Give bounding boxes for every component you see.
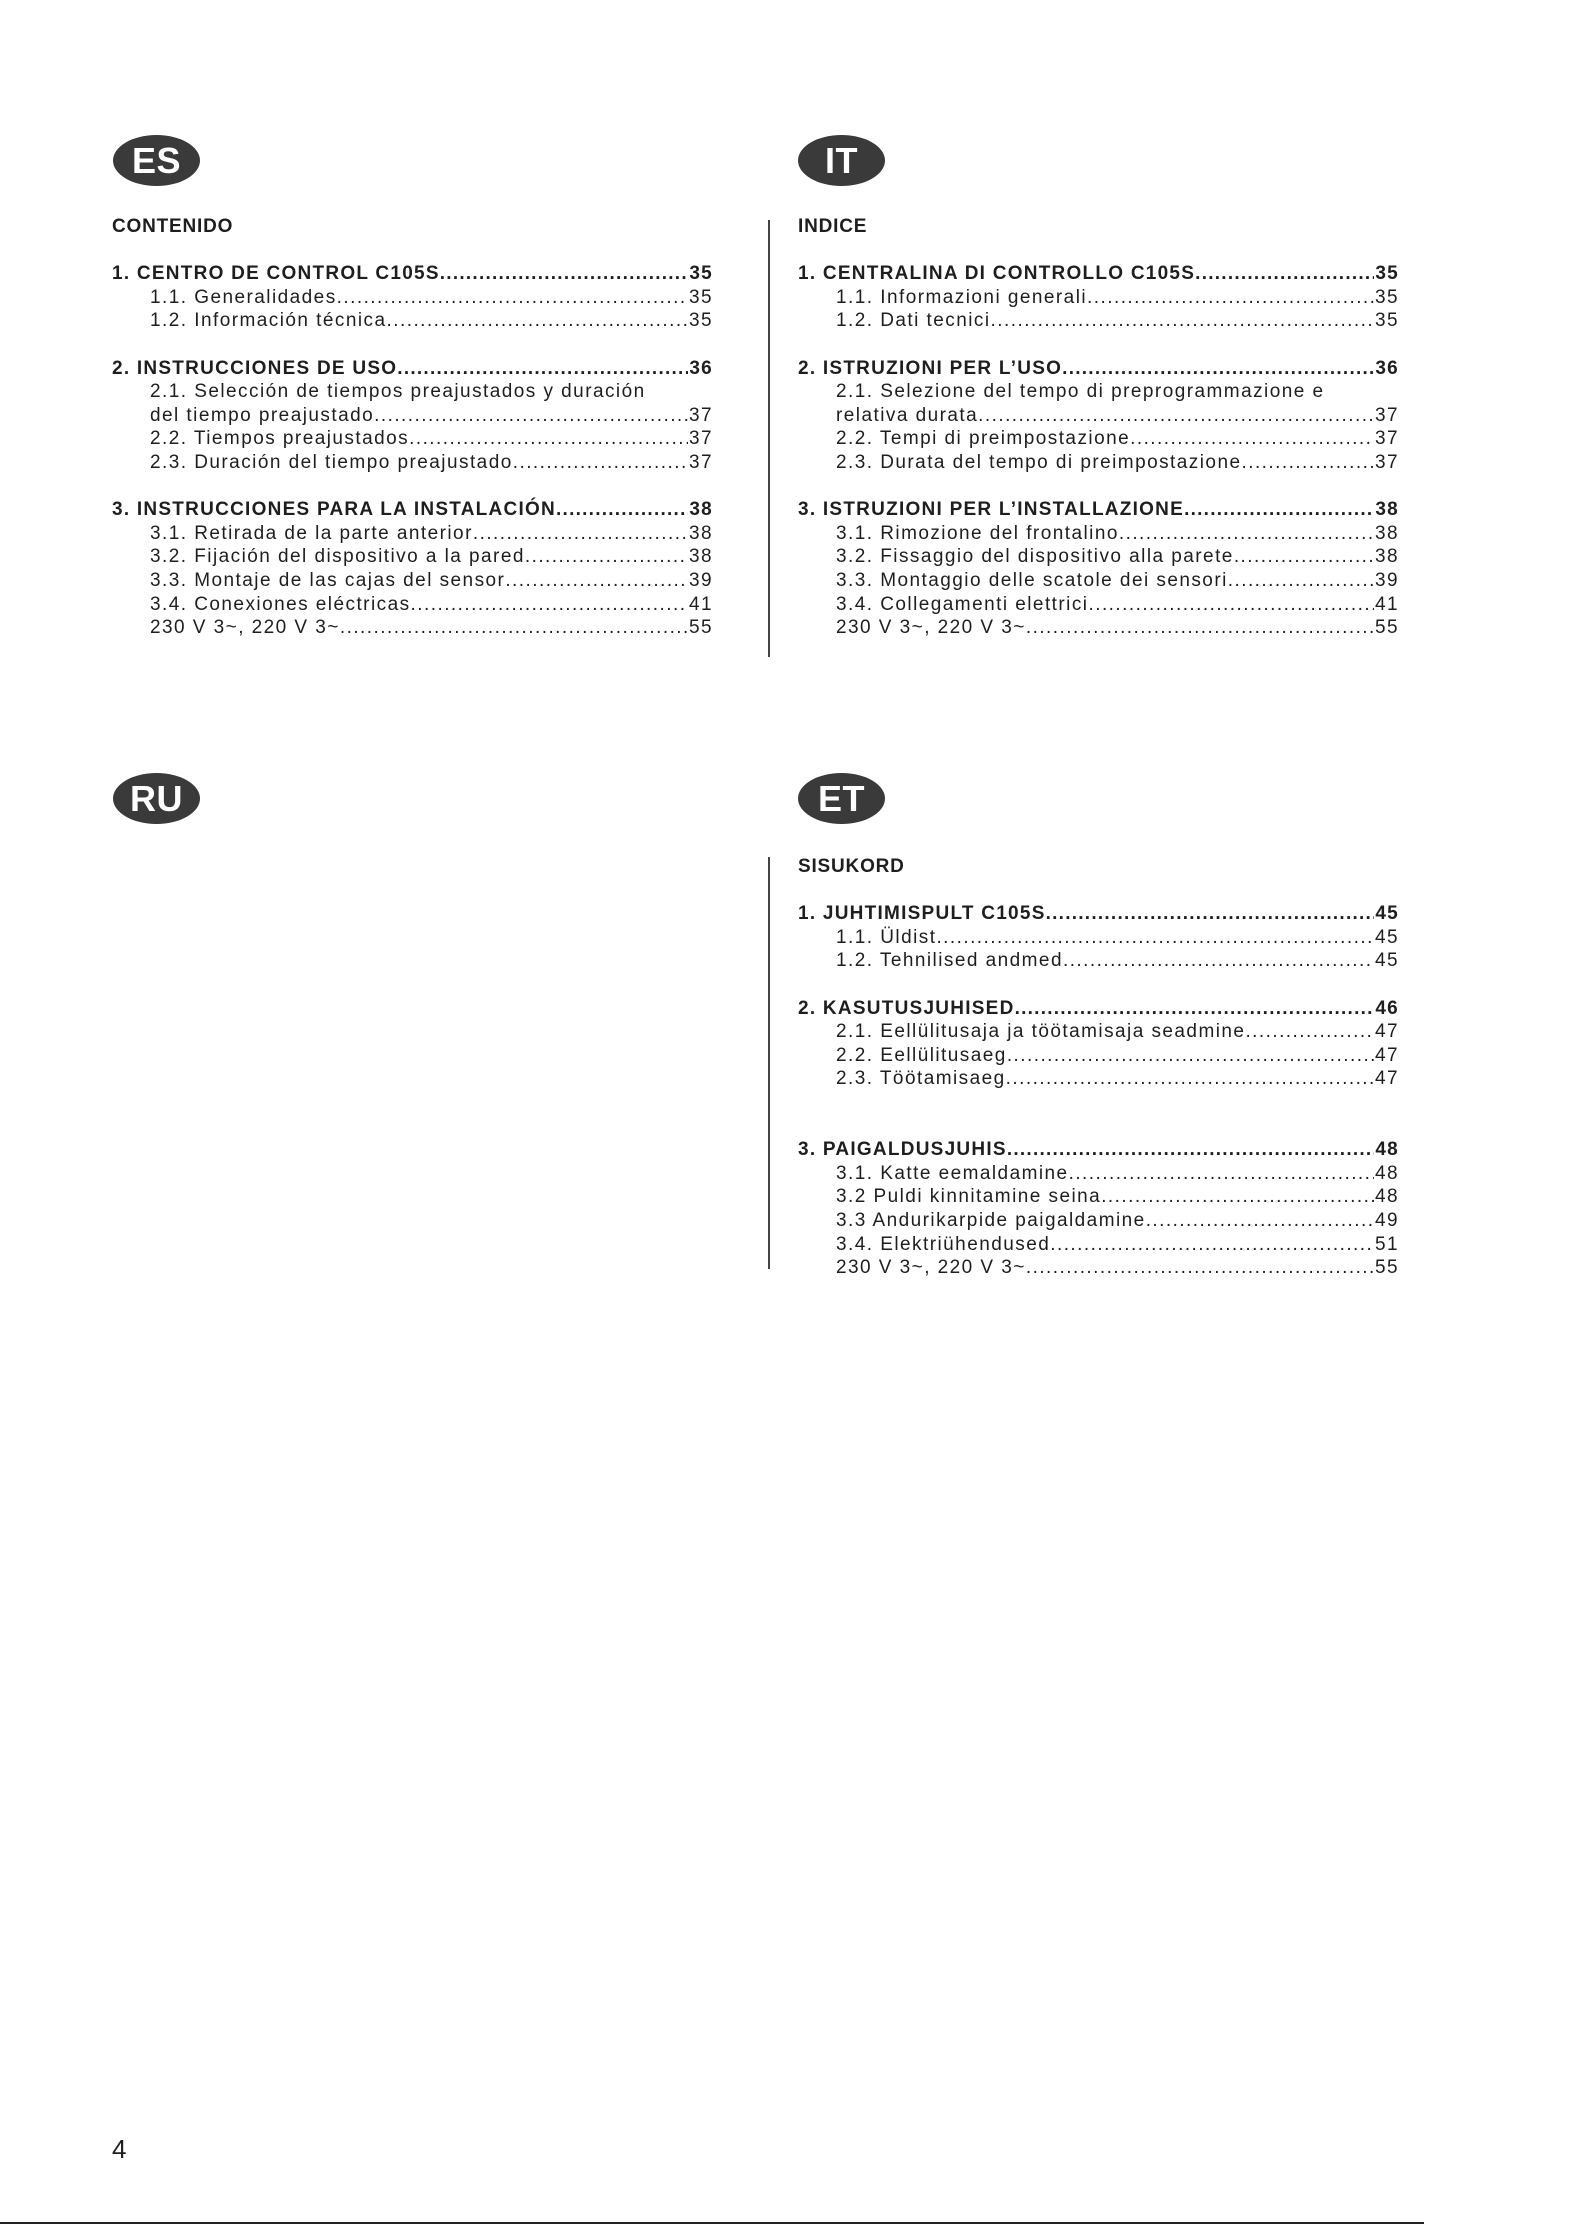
toc-entry [798, 926, 1399, 950]
language-badge-ru: RU [113, 773, 200, 824]
toc-entry [798, 309, 1399, 333]
dot-leader [1063, 949, 1374, 973]
toc-es [112, 215, 713, 640]
toc-chapter-title: 3. ISTRUZIONI PER L’INSTALLAZIONE [798, 499, 1185, 521]
toc-entry-label: 2.3. Duración del tiempo preajustado [150, 451, 513, 473]
toc-page-number: 37 [688, 428, 713, 450]
toc-entry-label: 3.1. Retirada de la parte anterior [150, 522, 473, 544]
toc-it [798, 215, 1399, 640]
toc-entry [798, 522, 1399, 546]
toc-chapter [112, 262, 713, 333]
toc-page-number: 48 [1374, 1186, 1399, 1208]
toc-chapter-heading [798, 498, 1399, 522]
toc-entry [112, 451, 713, 475]
toc-et [798, 855, 1399, 1280]
toc-entry-label: 3.4. Conexiones eléctricas [150, 593, 411, 615]
toc-chapter-title: 2. KASUTUSJUHISED [798, 997, 1015, 1019]
column-divider [768, 857, 770, 1269]
toc-entry-label: 1.2. Información técnica [150, 310, 387, 332]
toc-page-number: 38 [1374, 522, 1399, 544]
toc-entry [112, 569, 713, 593]
dot-leader [513, 451, 688, 475]
dot-leader [1101, 1185, 1374, 1209]
toc-entry-continuation [112, 404, 713, 428]
dot-leader [440, 262, 689, 286]
toc-page-number: 45 [1375, 903, 1399, 925]
dot-leader [387, 309, 688, 333]
toc-entry [798, 1185, 1399, 1209]
dot-leader [1062, 357, 1374, 381]
dot-leader [1184, 498, 1374, 522]
toc-page-number: 55 [688, 617, 713, 639]
toc-entry-label: 3.3. Montaggio delle scatole dei sensori [836, 569, 1228, 591]
toc-entry-label: 2.3. Töötamisaeg [836, 1068, 1006, 1090]
dot-leader [1234, 545, 1374, 569]
toc-page-number: 36 [1375, 357, 1399, 379]
toc-entry [798, 380, 1399, 404]
toc-entry-label: 3.2. Fissaggio del dispositivo alla parete [836, 546, 1234, 568]
toc-chapter-heading [112, 262, 713, 286]
toc-entry-label: 1.2. Tehnilised andmed [836, 950, 1063, 972]
toc-page-number: 37 [688, 404, 713, 426]
dot-leader [505, 569, 688, 593]
toc-entry [112, 522, 713, 546]
toc-chapter [798, 262, 1399, 333]
toc-chapter-heading [798, 1138, 1399, 1162]
language-badge-et: ET [798, 773, 885, 824]
dot-leader [1088, 593, 1373, 617]
dot-leader [1228, 569, 1374, 593]
toc-chapter-title: 2. INSTRUCCIONES DE USO [112, 357, 398, 379]
dot-leader [1046, 902, 1375, 926]
toc-page-number: 37 [1374, 428, 1399, 450]
dot-leader [1195, 262, 1374, 286]
toc-entry [798, 1256, 1399, 1280]
toc-chapter [112, 357, 713, 475]
toc-page-number: 35 [689, 263, 713, 285]
toc-chapter-title: 3. PAIGALDUSJUHIS [798, 1139, 1007, 1161]
dot-leader [1069, 1162, 1374, 1186]
dot-leader [1007, 1138, 1375, 1162]
dot-leader [337, 286, 688, 310]
toc-page-number: 37 [688, 451, 713, 473]
toc-page-number: 38 [689, 499, 713, 521]
toc-chapter [798, 997, 1399, 1091]
dot-leader [1015, 997, 1375, 1021]
toc-entry-label: 230 V 3~, 220 V 3~ [836, 617, 1026, 639]
toc-entry [112, 380, 713, 404]
toc-chapter-heading [112, 498, 713, 522]
dot-leader [1146, 1209, 1374, 1233]
toc-page-number: 51 [1374, 1233, 1399, 1255]
toc-chapter-heading [798, 997, 1399, 1021]
toc-page-number: 35 [1374, 286, 1399, 308]
toc-entry [798, 286, 1399, 310]
toc-entry [798, 1044, 1399, 1068]
toc-page-number: 38 [688, 522, 713, 544]
toc-chapters [798, 902, 1399, 1280]
toc-heading: INDICE [798, 216, 868, 237]
dot-leader [397, 357, 688, 381]
toc-chapter [112, 498, 713, 640]
toc-chapter-title: 2. ISTRUZIONI PER L’USO [798, 357, 1063, 379]
dot-leader [1050, 1233, 1374, 1257]
toc-entry-label: 2.1. Eellülitusaja ja töötamisaja seadmine [836, 1021, 1246, 1043]
toc-page-number: 47 [1374, 1044, 1399, 1066]
toc-entry-label: 230 V 3~, 220 V 3~ [836, 1257, 1026, 1279]
dot-leader [936, 926, 1374, 950]
toc-entry-label: 2.2. Tiempos preajustados [150, 428, 410, 450]
toc-entry [798, 569, 1399, 593]
toc-entry [798, 427, 1399, 451]
toc-entry-label: 3.4. Collegamenti elettrici [836, 593, 1089, 615]
toc-page-number: 55 [1374, 617, 1399, 639]
toc-entry [798, 1233, 1399, 1257]
language-badge-it: IT [798, 135, 885, 186]
toc-page-number: 55 [1374, 1257, 1399, 1279]
toc-chapter [798, 1138, 1399, 1280]
toc-page-number: 45 [1374, 926, 1399, 948]
toc-page-number: 37 [1374, 451, 1399, 473]
dot-leader [411, 593, 688, 617]
toc-page-number: 36 [689, 357, 713, 379]
toc-entry [112, 593, 713, 617]
dot-leader [525, 545, 688, 569]
toc-entry-label: 2.1. Selezione del tempo di preprogrammazione e [836, 381, 1325, 403]
toc-chapter-title: 1. JUHTIMISPULT C105S [798, 903, 1046, 925]
dot-leader [1245, 1020, 1374, 1044]
toc-entry [112, 616, 713, 640]
toc-page-number: 38 [1374, 546, 1399, 568]
toc-entry-label: 3.3. Montaje de las cajas del sensor [150, 569, 506, 591]
dot-leader [1006, 1067, 1374, 1091]
toc-entry [798, 545, 1399, 569]
toc-entry-label: 2.2. Tempi di preimpostazione [836, 428, 1131, 450]
dot-leader [978, 404, 1374, 428]
toc-page-number: 41 [1374, 593, 1399, 615]
toc-chapter [798, 902, 1399, 973]
toc-page-number: 38 [688, 546, 713, 568]
toc-page-number: 35 [688, 286, 713, 308]
toc-page-number: 48 [1375, 1139, 1399, 1161]
toc-entry-label: 2.3. Durata del tempo di preimpostazione [836, 451, 1242, 473]
toc-chapter-heading [798, 262, 1399, 286]
toc-page-number: 38 [1375, 499, 1399, 521]
toc-entry-label: 1.2. Dati tecnici [836, 310, 991, 332]
dot-leader [1026, 616, 1374, 640]
toc-page-number: 39 [688, 569, 713, 591]
toc-page-number: 49 [1374, 1209, 1399, 1231]
toc-chapters [112, 262, 713, 640]
dot-leader [556, 498, 688, 522]
toc-entry-label: 230 V 3~, 220 V 3~ [150, 617, 340, 639]
toc-heading: SISUKORD [798, 856, 905, 877]
toc-page-number: 39 [1374, 569, 1399, 591]
toc-entry [112, 309, 713, 333]
toc-entry [798, 1162, 1399, 1186]
toc-entry-label: 2.1. Selección de tiempos preajustados y duración [150, 381, 646, 403]
toc-chapter-title: 1. CENTRALINA DI CONTROLLO C105S [798, 263, 1196, 285]
toc-entry [798, 1067, 1399, 1091]
toc-heading: CONTENIDO [112, 216, 234, 237]
toc-entry-label: 1.1. Üldist [836, 926, 937, 948]
toc-entry-label: relativa durata [836, 404, 979, 426]
dot-leader [1119, 522, 1374, 546]
toc-entry-label: 1.1. Informazioni generali [836, 286, 1088, 308]
toc-entry [798, 949, 1399, 973]
page-number: 4 [112, 2134, 127, 2164]
toc-entry-label: 3.2. Fijación del dispositivo a la pared [150, 546, 525, 568]
toc-chapter-heading [798, 357, 1399, 381]
column-divider [768, 220, 770, 657]
toc-entry-label: 1.1. Generalidades [150, 286, 337, 308]
dot-leader [340, 616, 688, 640]
toc-entry [798, 1020, 1399, 1044]
toc-entry [798, 593, 1399, 617]
toc-page-number: 46 [1375, 997, 1399, 1019]
dot-leader [1026, 1256, 1374, 1280]
toc-page-number: 45 [1374, 950, 1399, 972]
dot-leader [1087, 286, 1374, 310]
toc-entry [798, 616, 1399, 640]
toc-entry-continuation [798, 404, 1399, 428]
footer-rule [0, 2222, 1424, 2224]
toc-page-number: 35 [1374, 310, 1399, 332]
dot-leader [1007, 1044, 1374, 1068]
toc-entry-label: 3.2 Puldi kinnitamine seina [836, 1186, 1102, 1208]
toc-entry-label: 2.2. Eellülitusaeg [836, 1044, 1007, 1066]
toc-page-number: 41 [688, 593, 713, 615]
toc-chapter [798, 357, 1399, 475]
dot-leader [1241, 451, 1373, 475]
toc-chapter-title: 3. INSTRUCCIONES PARA LA INSTALACIÓN [112, 499, 557, 521]
toc-entry [112, 286, 713, 310]
toc-entry [798, 451, 1399, 475]
toc-entry-label: 3.1. Katte eemaldamine [836, 1162, 1069, 1184]
toc-chapter-title: 1. CENTRO DE CONTROL C105S [112, 263, 440, 285]
toc-entry [112, 545, 713, 569]
toc-page-number: 48 [1374, 1162, 1399, 1184]
language-badge-es: ES [113, 135, 200, 186]
dot-leader [473, 522, 688, 546]
toc-entry-label: del tiempo preajustado [150, 404, 375, 426]
dot-leader [374, 404, 688, 428]
toc-page-number: 47 [1374, 1068, 1399, 1090]
toc-chapter [798, 498, 1399, 640]
toc-entry-label: 3.1. Rimozione del frontalino [836, 522, 1119, 544]
toc-entry [112, 427, 713, 451]
dot-leader [1130, 427, 1374, 451]
toc-entry-label: 3.3 Andurikarpide paigaldamine [836, 1209, 1146, 1231]
toc-chapter-heading [798, 902, 1399, 926]
toc-page-number: 35 [688, 310, 713, 332]
toc-chapters [798, 262, 1399, 640]
toc-page-number: 35 [1375, 263, 1399, 285]
toc-entry-label: 3.4. Elektriühendused [836, 1233, 1051, 1255]
toc-page-number: 47 [1374, 1021, 1399, 1043]
dot-leader [409, 427, 688, 451]
toc-page-number: 37 [1374, 404, 1399, 426]
toc-chapter-heading [112, 357, 713, 381]
dot-leader [991, 309, 1374, 333]
toc-entry [798, 1209, 1399, 1233]
